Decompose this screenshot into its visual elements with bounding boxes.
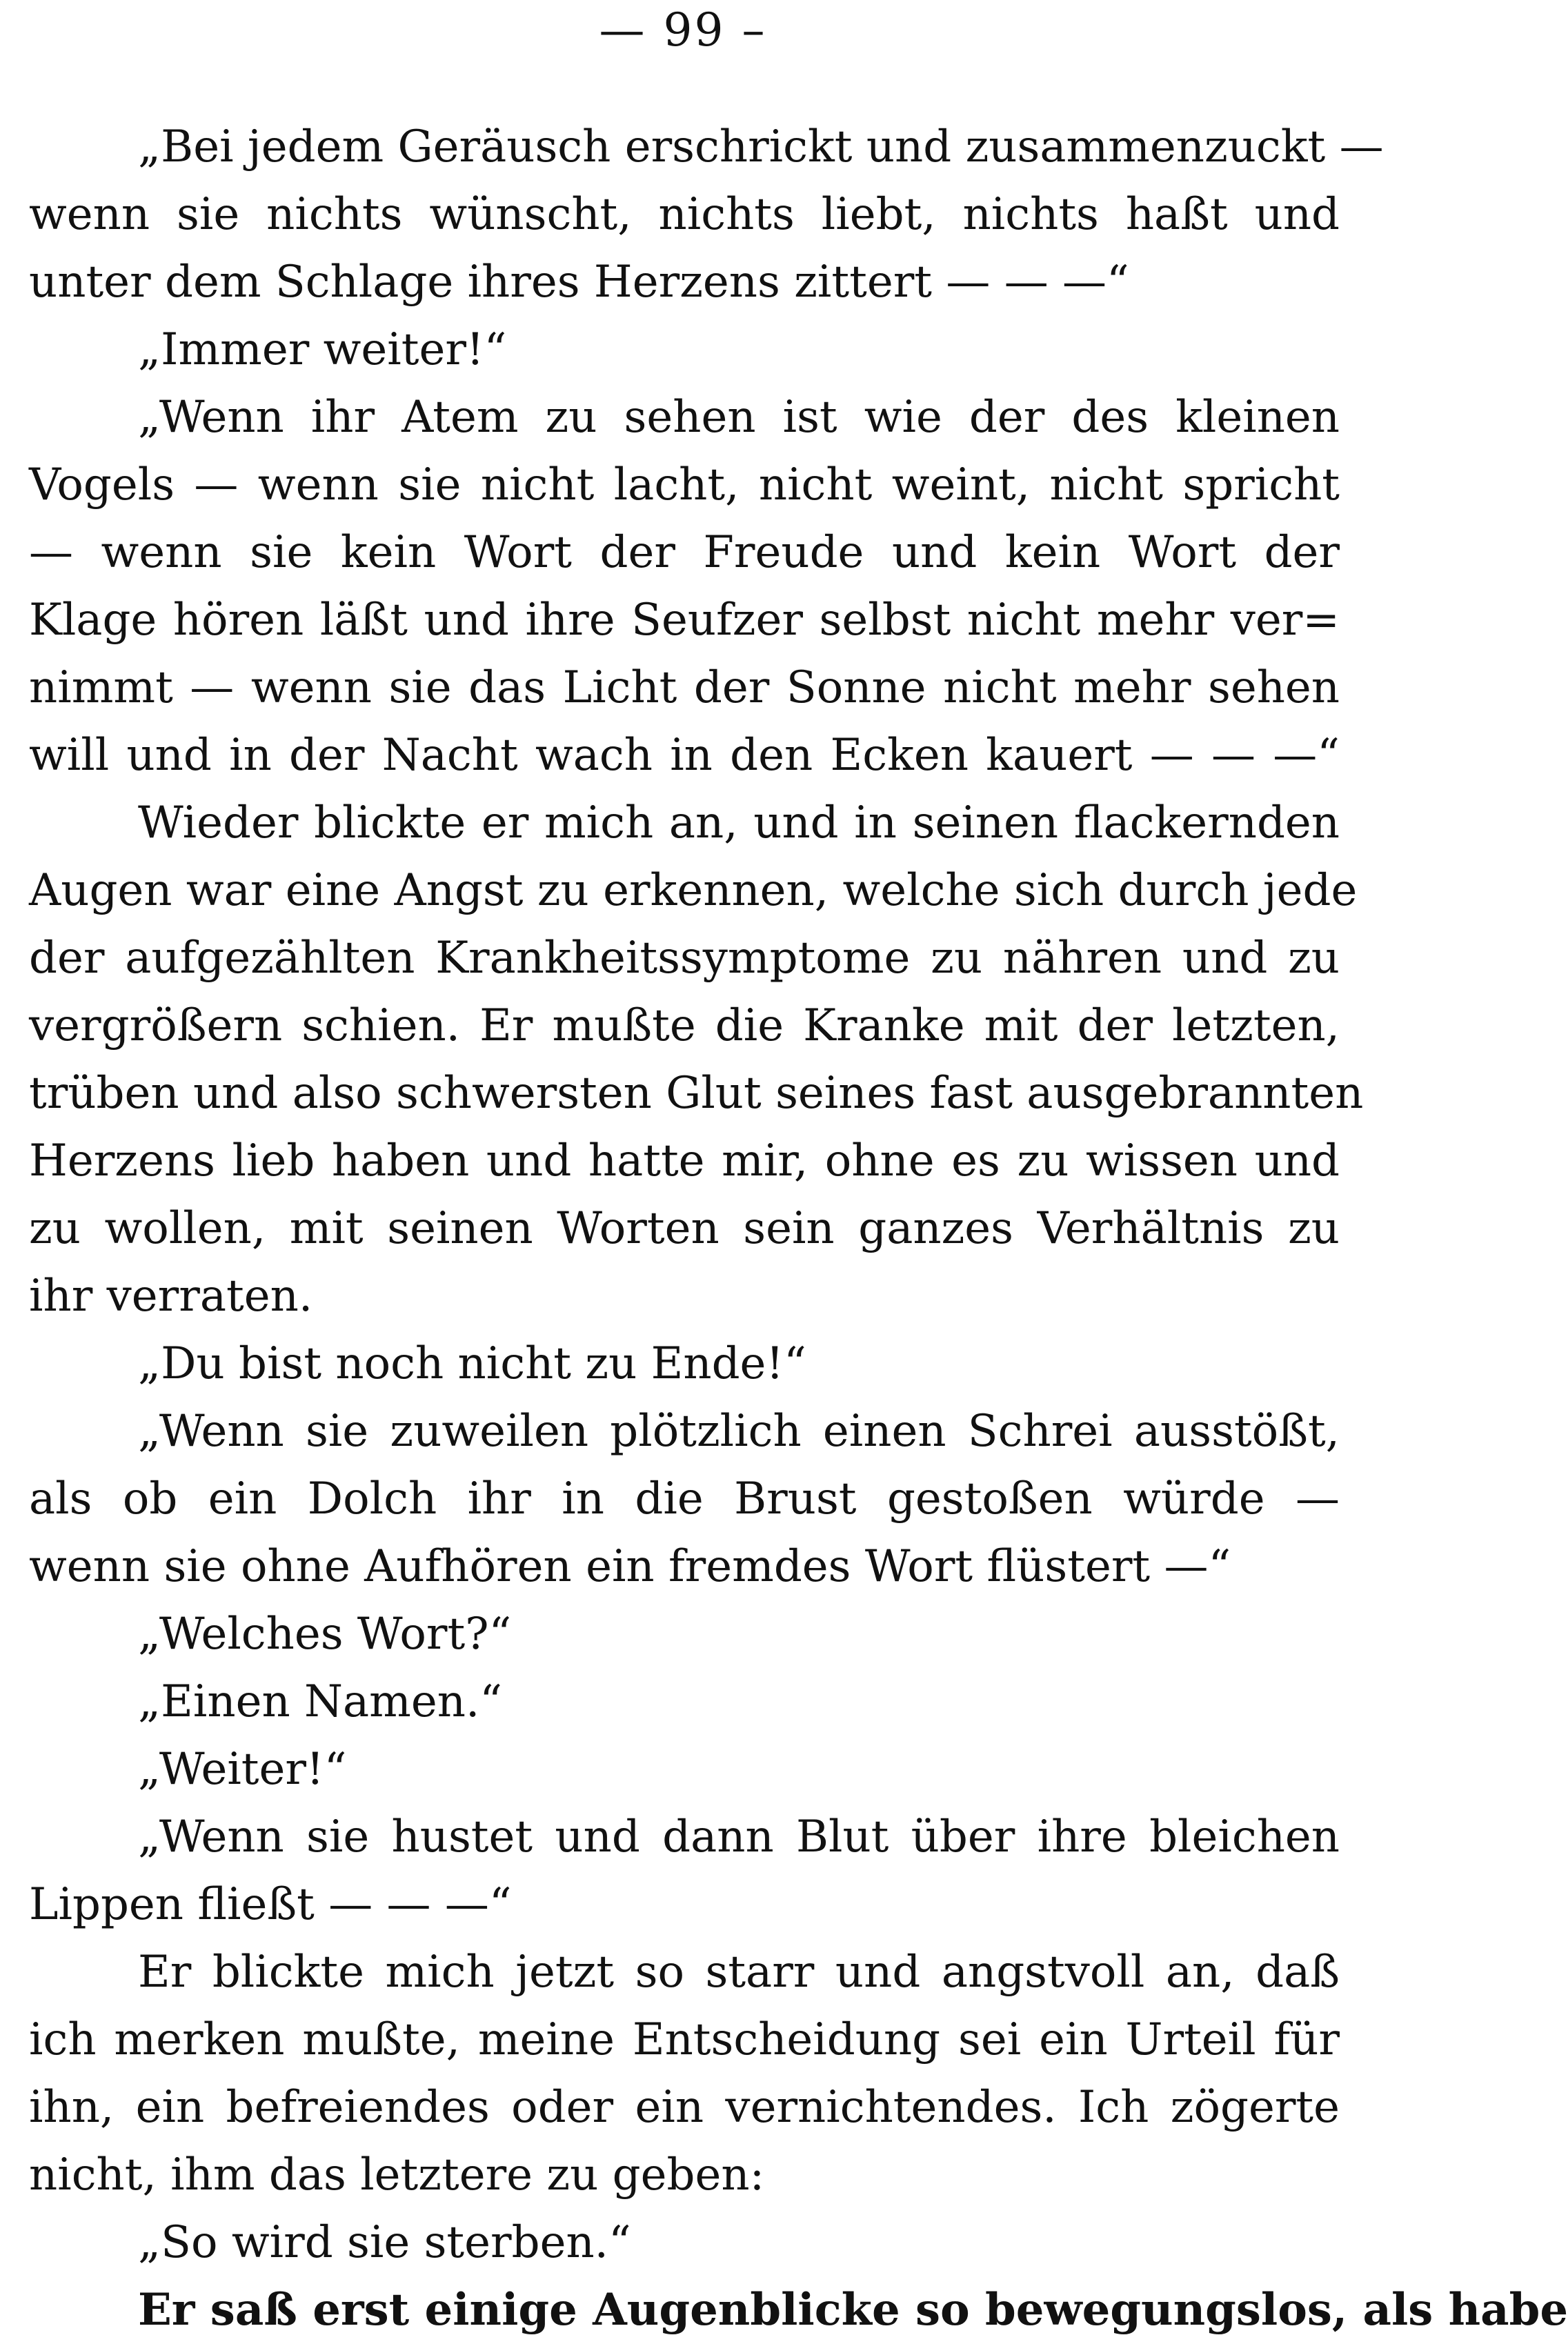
text-line: unter dem Schlage ihres Herzens zittert — — —“ [29,257,1129,308]
text-line: nimmt — wenn sie das Licht der Sonne nicht mehr sehen [29,662,1340,713]
text-line: nicht, ihm das letztere zu geben: [29,2149,765,2201]
text-line: „Welches Wort?“ [138,1609,512,1660]
text-line: Er saß erst einige Augenblicke so bewegungslos, als habe [138,2284,1568,2336]
text-line: „Weiter!“ [138,1744,347,1795]
text-line: zu wollen, mit seinen Worten sein ganzes Verhältnis zu [29,1203,1340,1254]
text-line: wenn sie ohne Aufhören ein fremdes Wort flüstert —“ [29,1541,1231,1592]
text-line: „Bei jedem Geräusch erschrickt und zusammenzuckt — [138,121,1384,172]
body-text [29,113,1568,2344]
text-line: „Wenn sie hustet und dann Blut über ihre bleichen [138,1811,1340,1863]
text-line: wenn sie nichts wünscht, nichts liebt, nichts haßt und [29,189,1340,240]
text-line: „So wird sie sterben.“ [138,2217,631,2268]
text-line: „Wenn ihr Atem zu sehen ist wie der des kleinen [138,392,1340,443]
text-line: will und in der Nacht wach in den Ecken kauert — — —“ [29,730,1340,781]
text-line: Wieder blickte er mich an, und in seinen flackernden [138,797,1340,848]
text-line: ich merken mußte, meine Entscheidung sei ein Urteil für [29,2014,1340,2065]
text-line: „Einen Namen.“ [138,1676,502,1727]
text-line: trüben und also schwersten Glut seines fast ausgebrannten [29,1068,1364,1119]
text-line: Lippen fließt — — —“ [29,1879,512,1930]
text-line: ihr verraten. [29,1271,313,1322]
text-line: Herzens lieb haben und hatte mir, ohne es zu wissen und [29,1135,1340,1186]
text-line: Er blickte mich jetzt so starr und angstvoll an, daß [138,1947,1340,1998]
text-line: „Du bist noch nicht zu Ende!“ [138,1338,806,1389]
text-line: der aufgezählten Krankheitssymptome zu nähren und zu [29,933,1340,984]
text-line: „Wenn sie zuweilen plötzlich einen Schrei ausstößt, [138,1406,1340,1457]
text-line: vergrößern schien. Er mußte die Kranke mit der letzten, [29,1000,1340,1051]
text-line: ihn, ein befreiendes oder ein vernichtendes. Ich zögerte [29,2082,1340,2133]
text-line: Vogels — wenn sie nicht lacht, nicht weint, nicht spricht [29,459,1340,510]
page-number: — 99 – [599,3,767,57]
text-line: Augen war eine Angst zu erkennen, welche sich durch jede [29,865,1358,916]
text-line: — wenn sie kein Wort der Freude und kein Wort der [29,527,1340,578]
text-line: als ob ein Dolch ihr in die Brust gestoßen würde — [29,1473,1340,1524]
text-line: „Immer weiter!“ [138,324,507,375]
text-line: Klage hören läßt und ihre Seufzer selbst nicht mehr ver= [29,595,1340,646]
